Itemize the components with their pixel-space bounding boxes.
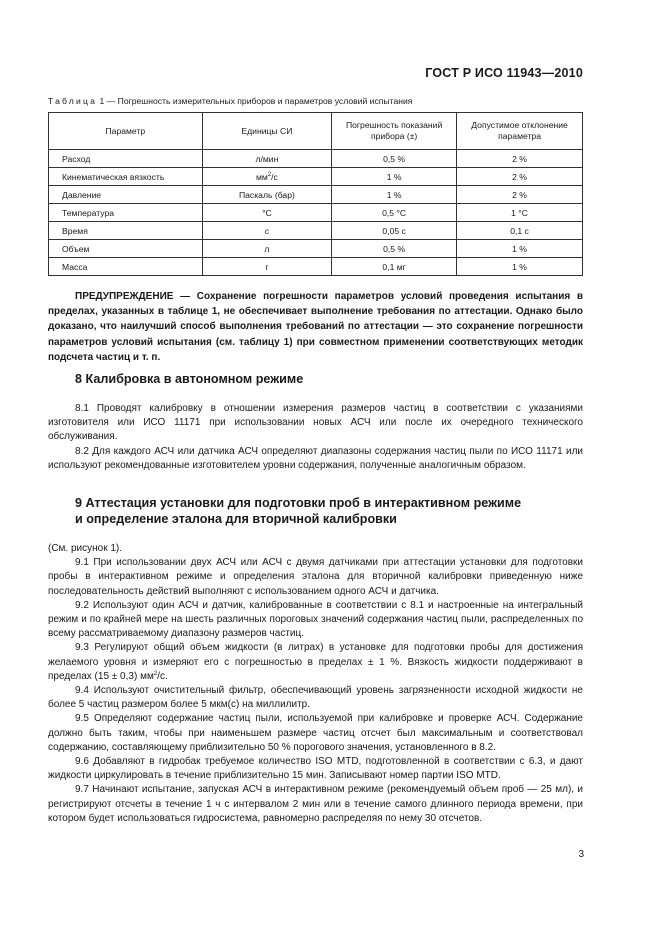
parameters-table	[48, 112, 583, 276]
table-header-row	[49, 113, 583, 150]
cell-unit: л/мин	[202, 150, 332, 168]
table-row	[49, 204, 583, 222]
table-caption-number: 1	[99, 96, 105, 106]
cell-unit: л	[202, 240, 332, 258]
paragraph-9-7: 9.7 Начинают испытание, запуская АСЧ в интерактивном режиме (рекомендуемый объем проб — 25 мл), и регистрируют отсчеты в течение 1 ч с интервалом 2 мин или в течение самого длинного периода времени, при котором будет использоваться гидросистема, равномерно распределяя по нему 30 отсчетов.	[48, 784, 583, 824]
cell-deviation: 1 °С	[457, 204, 583, 222]
section-8-body	[48, 402, 583, 473]
table-caption	[48, 96, 412, 106]
unit-base: мм	[255, 171, 268, 182]
paragraph-8-1: 8.1 Проводят калибровку в отношении измерения размеров частиц в соответствии с указаниями изготовителя или ИСО 11171 при использовании новых АСЧ или после их очередного технического обслуживания.	[48, 403, 583, 443]
header-si-units: Единицы СИ	[202, 113, 332, 150]
cell-unit: с	[202, 222, 332, 240]
document-code-header: ГОСТ Р ИСО 11943—2010	[425, 66, 583, 80]
cell-deviation: 1 %	[457, 240, 583, 258]
cell-param: Кинематическая вязкость	[49, 168, 203, 186]
paragraph-8-2: 8.2 Для каждого АСЧ или датчика АСЧ определяют диапазоны содержания частиц пыли по ИСО 11171 или используют рекомендованные изготовителем уровни содержания, полученные аналогичным образом.	[48, 445, 583, 471]
paragraph-9-3-text: 9.3 Регулируют общий объем жидкости (в литрах) в установке для подготовки пробы для достижения желаемого уровня и измеряют его с погрешностью в пределах ± 1 %. Вязкость жидкости поддерживают в пределах (15 ± 0,3) мм	[48, 642, 583, 682]
table-row	[49, 150, 583, 168]
section-9-title-line-1: 9 Аттестация установки для подготовки проб в интерактивном режиме	[75, 496, 522, 510]
cell-param: Время	[49, 222, 203, 240]
cell-accuracy: 1 %	[332, 186, 457, 204]
cell-deviation: 0,1 с	[457, 222, 583, 240]
table-caption-word: Таблица	[48, 96, 98, 106]
paragraph-9-5: 9.5 Определяют содержание частиц пыли, используемой при калибровке и проверке АСЧ. Содержание должно быть таким, чтобы при наименьшем размере частиц отсчет был максимальным и соответствовал содержанию, составляющему приблизительно 50 % порогового значения, установленного в 8.2.	[48, 713, 583, 753]
paragraph-9-intro: (См. рисунок 1).	[48, 543, 123, 554]
cell-accuracy: 0,5 °С	[332, 204, 457, 222]
paragraph-9-3	[48, 641, 583, 684]
cell-deviation: 2 %	[457, 168, 583, 186]
unit-tail: /с	[271, 171, 278, 182]
warning-paragraph: ПРЕДУПРЕЖДЕНИЕ — Сохранение погрешности параметров условий проведения испытания в пределах, указанных в таблице 1, не обеспечивает выполнение требования по аттестации. Однако было доказано, что наилучший способ выполнения требований по аттестации — это сохранение погрешности параметров условий испытания (см. таблицу 1) при совместном применении соответствующих методик подсчета частиц и т. п.	[48, 291, 583, 363]
cell-param: Масса	[49, 258, 203, 276]
table-row	[49, 168, 583, 186]
cell-accuracy: 0,5 %	[332, 150, 457, 168]
header-deviation-text: Допустимое отклонение параметра	[471, 120, 568, 141]
section-9-body	[48, 542, 583, 826]
table-row	[49, 240, 583, 258]
section-9-title-line-2: и определение эталона для вторичной калибровки	[75, 512, 397, 526]
page-number: 3	[578, 849, 584, 860]
paragraph-9-6: 9.6 Добавляют в гидробак требуемое количество ISO MTD, подготовленной в соответствии с 6.3, и дают жидкости циркулировать в течение приблизительно 15 мин. Записывают номер партии ISO MTD.	[48, 756, 583, 782]
section-9-title	[75, 495, 521, 527]
cell-deviation: 2 %	[457, 150, 583, 168]
section-8-title: 8 Калибровка в автономном режиме	[75, 372, 304, 386]
unit-superscript: 2	[267, 171, 272, 178]
table-row	[49, 186, 583, 204]
cell-accuracy: 1 %	[332, 168, 457, 186]
header-deviation	[457, 113, 583, 150]
table-caption-text: — Погрешность измерительных приборов и параметров условий испытания	[104, 96, 413, 106]
cell-param: Температура	[49, 204, 203, 222]
header-parameter: Параметр	[49, 113, 203, 150]
cell-param: Расход	[49, 150, 203, 168]
cell-unit: г	[202, 258, 332, 276]
paragraph-9-4: 9.4 Используют очистительный фильтр, обеспечивающий уровень загрязненности исходной жидкости не более 5 частиц размером более 5 мкм(с) на миллилитр.	[48, 685, 583, 711]
table-row	[49, 222, 583, 240]
cell-param: Объем	[49, 240, 203, 258]
cell-accuracy: 0,05 с	[332, 222, 457, 240]
header-accuracy	[332, 113, 457, 150]
warning-block	[48, 289, 583, 365]
paragraph-9-1: 9.1 При использовании двух АСЧ или АСЧ с двумя датчиками при аттестации установки для подготовки пробы в интерактивном режиме и определения эталона для вторичной калибровки приведенную ниже последовательность действий выполняют с использованием одного АСЧ и датчика.	[48, 557, 583, 597]
table-row	[49, 258, 583, 276]
paragraph-9-3-superscript: 2	[153, 670, 158, 677]
cell-unit: Паскаль (бар)	[202, 186, 332, 204]
paragraph-9-2: 9.2 Используют один АСЧ и датчик, калиброванные в соответствии с 8.1 и настроенные на интегральный режим и по крайней мере на шесть различных пороговых значений содержания частиц пыли, распределенных по всему рассматриваемому диапазону размеров частиц.	[48, 599, 583, 640]
cell-unit	[202, 168, 332, 186]
cell-accuracy: 0,1 мг	[332, 258, 457, 276]
cell-deviation: 1 %	[457, 258, 583, 276]
cell-deviation: 2 %	[457, 186, 583, 204]
header-accuracy-text: Погрешность показаний прибора (±)	[345, 120, 443, 141]
paragraph-9-3-tail: /с.	[157, 670, 168, 682]
cell-accuracy: 0,5 %	[332, 240, 457, 258]
cell-unit: °С	[202, 204, 332, 222]
cell-param: Давление	[49, 186, 203, 204]
